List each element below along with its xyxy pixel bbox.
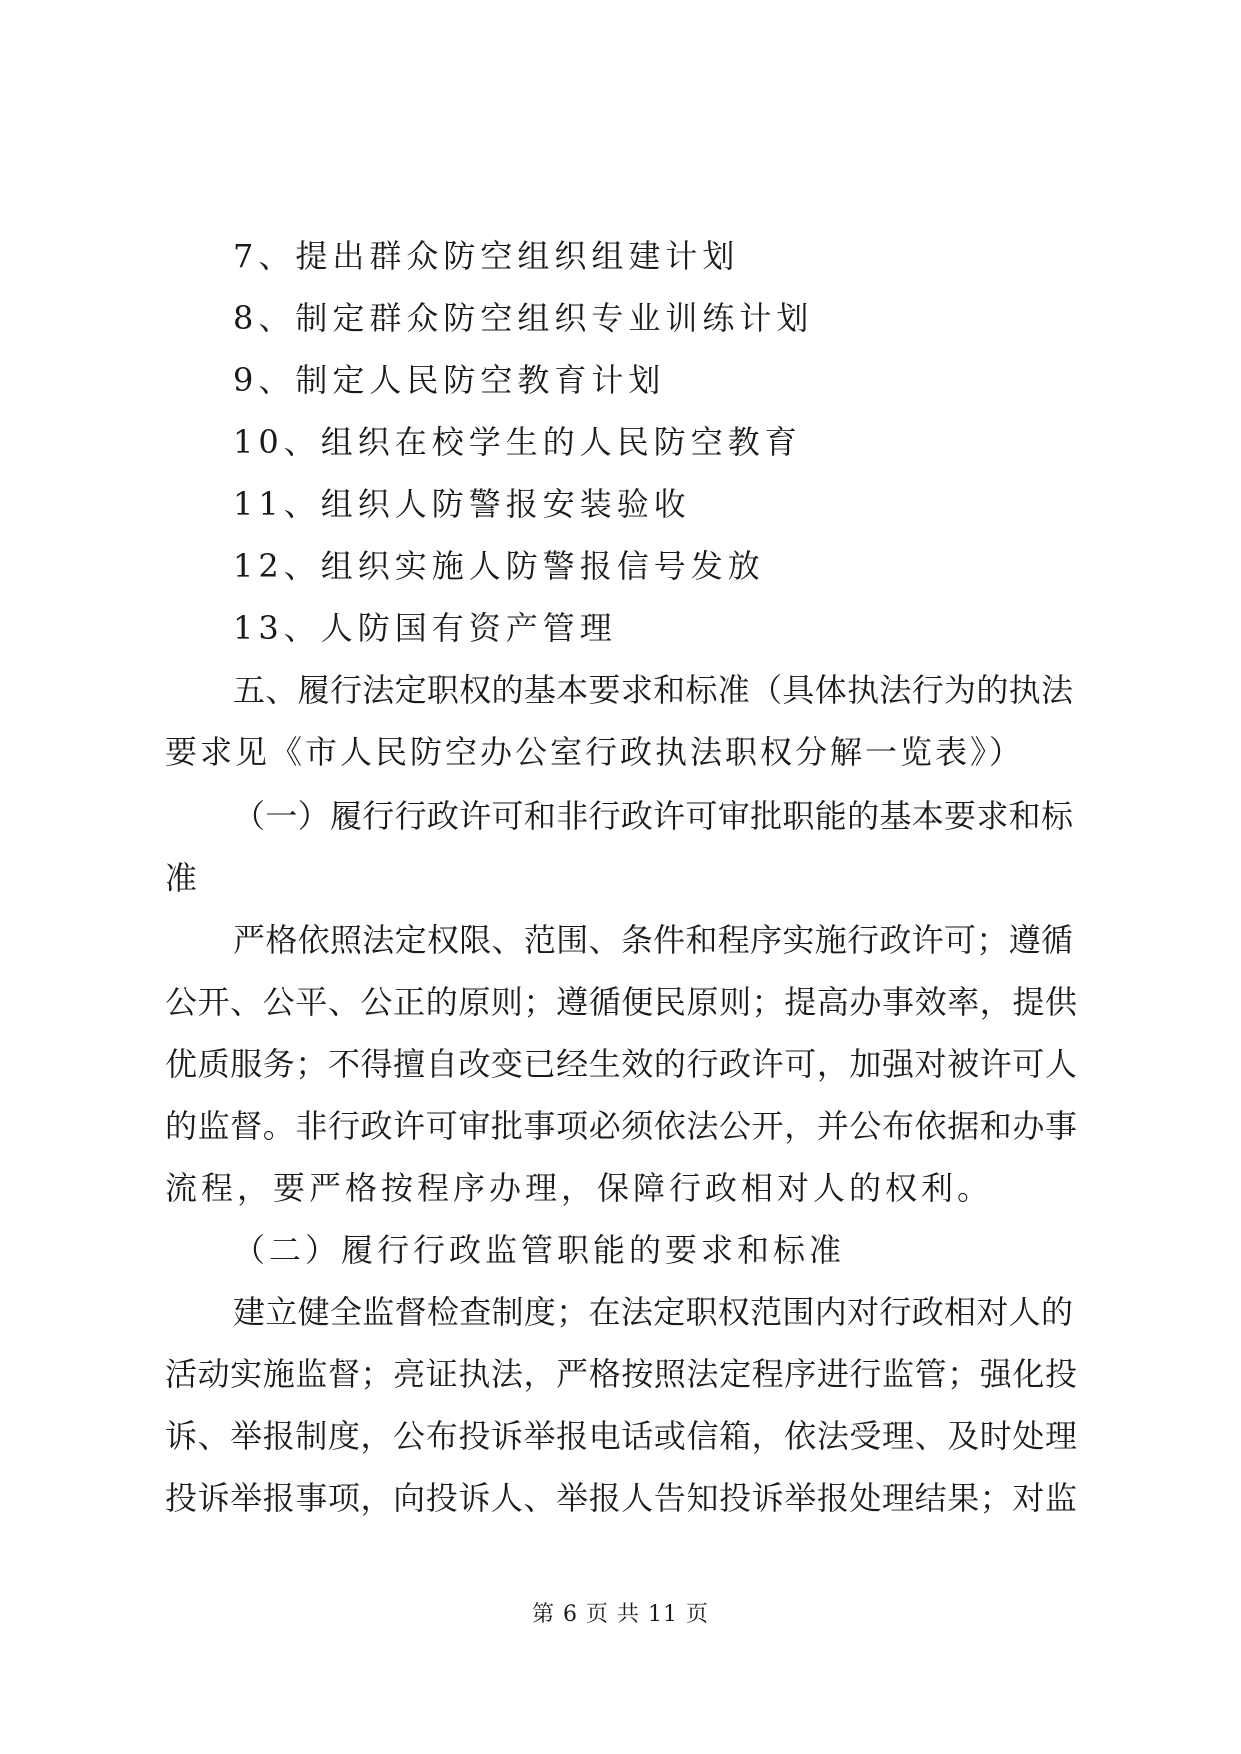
paragraph-2-line-3: 诉、举报制度，公布投诉举报电话或信箱，依法受理、及时处理 [165, 1417, 1077, 1455]
list-item-7: 7、提出群众防空组织组建计划 [233, 237, 740, 275]
paragraph-1-line-2: 公开、公平、公正的原则；遵循便民原则；提高办事效率，提供 [165, 983, 1077, 1021]
list-item-12: 12、组织实施人防警报信号发放 [233, 547, 765, 585]
paragraph-2-line-2: 活动实施监督；亮证执法，严格按照法定程序进行监管；强化投 [165, 1355, 1077, 1393]
paragraph-2-line-1: 建立健全监督检查制度；在法定职权范围内对行政相对人的 [233, 1293, 1073, 1331]
subsection-heading-1-cont: 准 [165, 859, 203, 897]
subsection-heading-2: （二）履行行政监管职能的要求和标准 [233, 1231, 846, 1269]
list-item-10: 10、组织在校学生的人民防空教育 [233, 423, 802, 461]
paragraph-1-line-5: 流程，要严格按程序办理，保障行政相对人的权利。 [165, 1169, 994, 1207]
paragraph-2-line-4: 投诉举报事项，向投诉人、举报人告知投诉举报处理结果；对监 [165, 1479, 1077, 1517]
subsection-heading-1: （一）履行行政许可和非行政许可审批职能的基本要求和标 [233, 797, 1073, 835]
page-footer: 第 6 页 共 11 页 [532, 1602, 709, 1627]
list-item-13: 13、人防国有资产管理 [233, 609, 617, 647]
list-item-11: 11、组织人防警报安装验收 [233, 485, 691, 523]
section-heading-5-cont: 要求见《市人民防空办公室行政执法职权分解一览表》） [165, 733, 1025, 771]
list-item-8: 8、制定群众防空组织专业训练计划 [233, 299, 814, 337]
section-heading-5: 五、履行法定职权的基本要求和标准（具体执法行为的执法 [233, 671, 1073, 709]
paragraph-1-line-3: 优质服务；不得擅自改变已经生效的行政许可，加强对被许可人 [165, 1045, 1077, 1083]
paragraph-1-line-4: 的监督。非行政许可审批事项必须依法公开，并公布依据和办事 [165, 1107, 1077, 1145]
list-item-9: 9、制定人民防空教育计划 [233, 361, 666, 399]
paragraph-1-line-1: 严格依照法定权限、范围、条件和程序实施行政许可；遵循 [233, 921, 1073, 959]
